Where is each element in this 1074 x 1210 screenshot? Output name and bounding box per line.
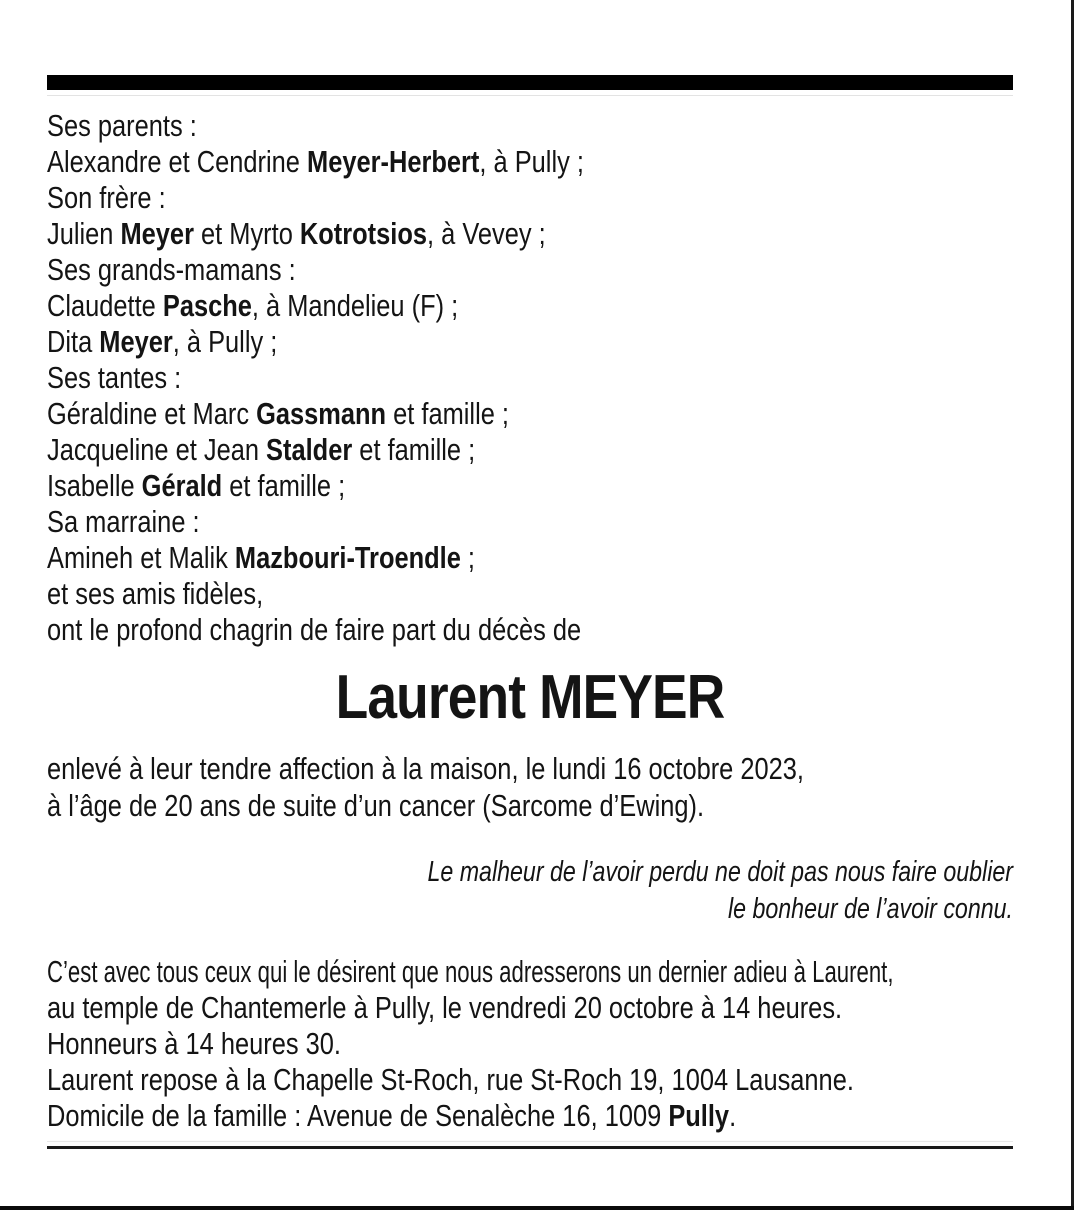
text-line xyxy=(47,360,839,396)
text-run: . xyxy=(729,1098,737,1133)
death-details xyxy=(47,750,1013,824)
text-line xyxy=(47,1026,839,1062)
text-line xyxy=(47,288,839,324)
text-line xyxy=(47,1062,854,1098)
family-name-bold: Mazbouri-Troendle xyxy=(234,540,461,575)
text-run: et famille ; xyxy=(352,432,476,467)
family-name-bold: Meyer xyxy=(120,216,194,251)
text-run: Amineh et Malik xyxy=(47,540,235,575)
text-run: Jacqueline et Jean xyxy=(47,432,267,467)
bottom-divider xyxy=(47,1146,1013,1149)
quote-line: le bonheur de l’avoir connu. xyxy=(727,893,1013,925)
text-run: Claudette xyxy=(47,288,163,323)
text-run: , à Vevey ; xyxy=(427,216,546,251)
text-run: ; xyxy=(460,540,476,575)
text-run: Sa marraine : xyxy=(47,504,200,539)
text-run: Honneurs à 14 heures 30. xyxy=(47,1026,341,1061)
text-line xyxy=(47,144,839,180)
text-run: et famille ; xyxy=(386,396,509,431)
text-line xyxy=(47,180,839,216)
death-detail-line: à l’âge de 20 ans de suite d’un cancer (Sarcome d’Ewing). xyxy=(47,788,705,823)
text-run: et famille ; xyxy=(222,468,346,503)
text-line xyxy=(47,1098,839,1134)
text-run: Alexandre et Cendrine xyxy=(47,144,308,179)
text-run: Dita xyxy=(47,324,100,359)
deceased-name: Laurent MEYER xyxy=(335,663,725,732)
memorial-quote xyxy=(47,854,1013,928)
text-run: C’est avec tous ceux qui le désirent que nous adresserons un dernier adieu à Laurent, xyxy=(47,954,894,989)
page-bottom-border xyxy=(0,1206,1074,1210)
text-line xyxy=(47,504,839,540)
text-run: Laurent repose à la Chapelle St-Roch, rue St-Roch 19, 1004 Lausanne. xyxy=(47,1062,854,1097)
text-run: , à Mandelieu (F) ; xyxy=(251,288,459,323)
text-line xyxy=(47,540,839,576)
text-run: et ses amis fidèles, xyxy=(47,576,264,611)
header-bar-scan-line xyxy=(47,95,1013,96)
family-name-bold: Pasche xyxy=(162,288,252,323)
text-run: Ses parents : xyxy=(47,108,197,143)
family-name-bold: Meyer-Herbert xyxy=(307,144,480,179)
text-run: Isabelle xyxy=(47,468,142,503)
text-line xyxy=(47,612,839,648)
text-run: Ses grands-mamans : xyxy=(47,252,296,287)
text-run: au temple de Chantemerle à Pully, le vendredi 20 octobre à 14 heures. xyxy=(47,990,843,1025)
text-run: Son frère : xyxy=(47,180,166,215)
text-run: et Myrto xyxy=(193,216,300,251)
family-name-bold: Stalder xyxy=(266,432,353,467)
text-run: Domicile de la famille : Avenue de Senalèche 16, 1009 xyxy=(47,1098,669,1133)
text-line xyxy=(47,990,843,1026)
notice-content xyxy=(47,108,1013,1134)
family-name-bold: Meyer xyxy=(99,324,173,359)
family-name-bold: Kotrotsios xyxy=(299,216,428,251)
text-line xyxy=(47,432,839,468)
text-run: , à Pully ; xyxy=(172,324,278,359)
text-line xyxy=(47,468,839,504)
text-line xyxy=(47,954,894,990)
bottom-divider-scan-line xyxy=(47,1141,1013,1142)
family-name-bold: Gérald xyxy=(141,468,223,503)
text-line xyxy=(47,108,839,144)
family-name-bold: Pully xyxy=(668,1098,730,1133)
ceremony-lines xyxy=(47,954,1013,1134)
text-line xyxy=(47,576,839,612)
family-lines xyxy=(47,108,1013,648)
death-detail-line: enlevé à leur tendre affection à la maison, le lundi 16 octobre 2023, xyxy=(47,751,805,786)
text-run: Géraldine et Marc xyxy=(47,396,257,431)
text-run: , à Pully ; xyxy=(479,144,584,179)
family-name-bold: Gassmann xyxy=(256,396,387,431)
header-bar xyxy=(47,75,1013,90)
text-line xyxy=(47,252,839,288)
quote-line: Le malheur de l’avoir perdu ne doit pas nous faire oublier xyxy=(427,856,1013,888)
text-run: Ses tantes : xyxy=(47,360,182,395)
text-line xyxy=(47,216,839,252)
text-run: Julien xyxy=(47,216,121,251)
text-run: ont le profond chagrin de faire part du décès de xyxy=(47,612,582,647)
text-line xyxy=(47,396,839,432)
text-line xyxy=(47,324,839,360)
